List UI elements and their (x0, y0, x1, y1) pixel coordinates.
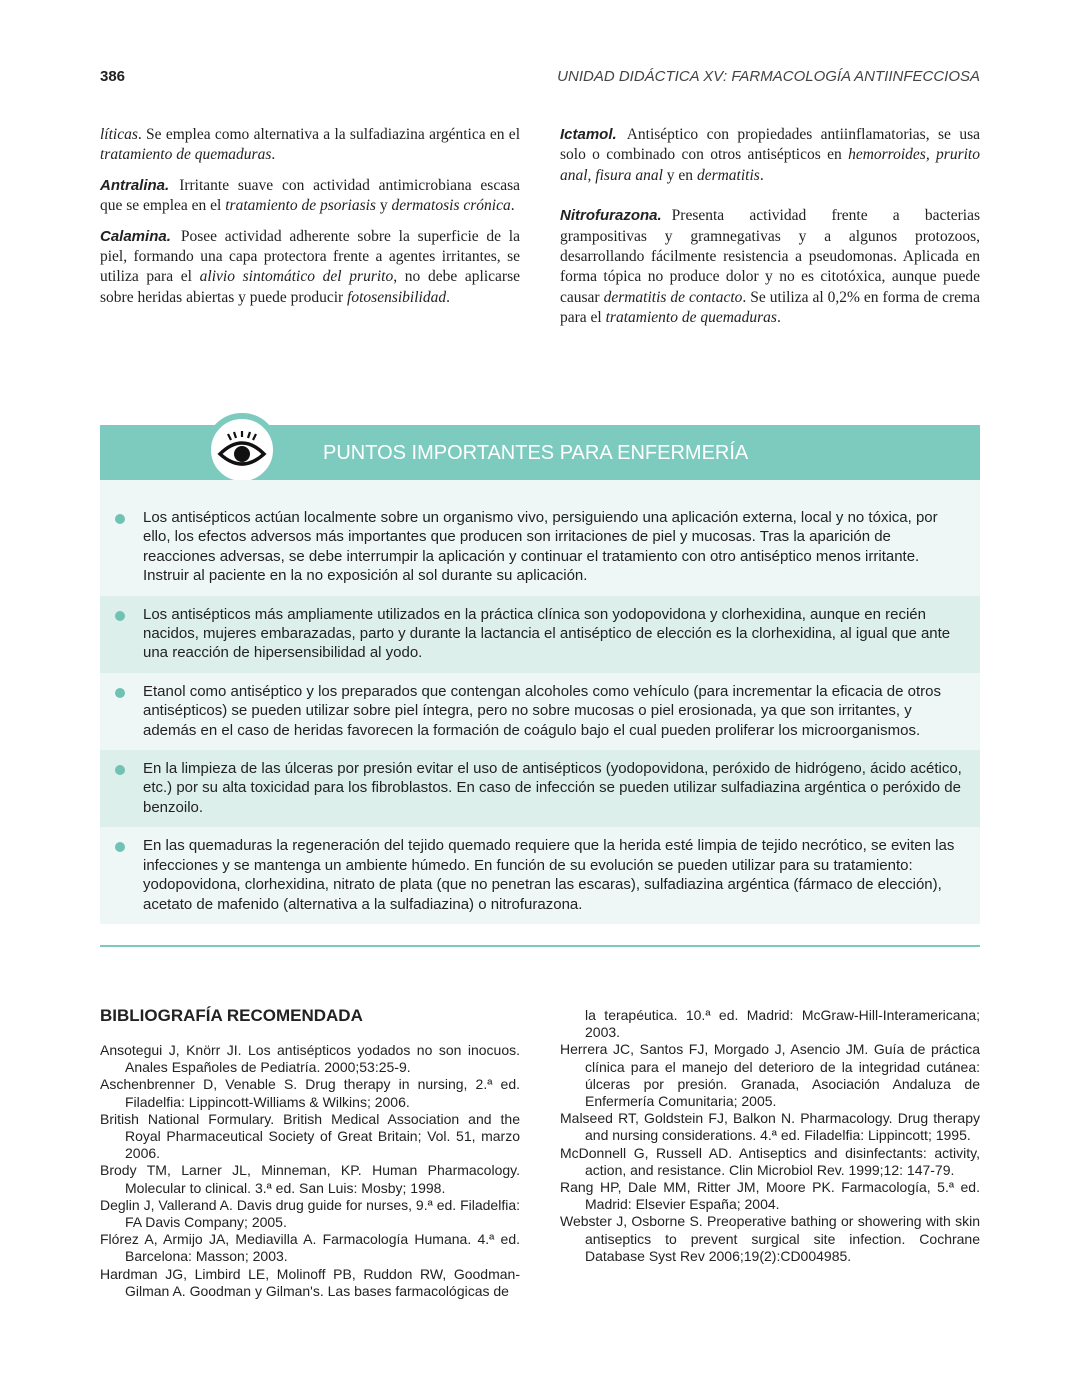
reference-entry: Malseed RT, Goldstein FJ, Balkon N. Pharmacology. Drug therapy and nursing considerations. 4.ª ed. Filadelfia: Lippincott; 1995. (560, 1110, 980, 1144)
key-points-list (100, 480, 980, 924)
reference-entry: Ansotegui J, Knörr JI. Los antisépticos yodados no son inocuos. Anales Españoles de Pediatría. 2000;53:25-9. (100, 1042, 520, 1076)
italic-text: fotosensibilidad (347, 288, 447, 306)
paragraph-term: Ictamol. (560, 126, 617, 143)
italic-text: hemorroides, prurito anal, fisura anal (560, 146, 980, 184)
italic-text: dermatosis crónica (391, 197, 511, 215)
bibliography-right-column (560, 1007, 980, 1265)
bullet-icon (115, 842, 125, 852)
italic-text: tratamiento de psoriasis (225, 197, 376, 215)
bullet-icon (115, 611, 125, 621)
key-point-item (100, 480, 980, 596)
reference-entry: Brody TM, Larner JL, Minneman, KP. Human Pharmacology. Molecular to clinical. 3.ª ed. San Luis: Mosby; 1998. (100, 1162, 520, 1196)
eye-icon (217, 430, 267, 470)
paragraph (560, 125, 980, 186)
key-point-text: En la limpieza de las úlceras por presión evitar el uso de antisépticos (yodopovidona, peróxido de hidrógeno, ácido acético, etc.) por su alta toxicidad para los fibroblastos. En caso de infección se pueden utilizar sulfadiazina argéntica o peróxido de benzoilo. (143, 760, 962, 816)
key-point-text: Etanol como antiséptico y los preparados que contengan alcoholes como vehículo (para incrementar la eficacia de otros antisépticos) se pueden utilizar sobre piel íntegra, pero no sobre mucosas o piel erosionada, ya que son irritantes, y además en el caso de heridas favorecen la formación de coágulo bajo el cual pueden proliferar los microorganismos. (143, 682, 941, 739)
text-segment: . (271, 146, 276, 164)
key-point-item (100, 750, 980, 827)
text-segment: . (510, 197, 515, 215)
text-segment: . (446, 288, 450, 306)
left-text-column (100, 125, 520, 318)
paragraph (100, 227, 520, 309)
nursing-key-points-box (100, 425, 980, 947)
key-point-item (100, 596, 980, 673)
text-segment: Presenta actividad frente a bacterias grampositivas y gramnegativas y a algunos protozoos, desarrollando fácilmente resistencia a pseudomonas. Aplicada en forma tópica no produce dolor y no es citotóxica, aunque puede causar (560, 207, 980, 306)
text-segment: . Se utiliza al 0,2% en forma de crema para el (560, 288, 980, 327)
reference-entry: British National Formulary. British Medical Association and the Royal Pharmaceutical Society of Great Britain; Vol. 51, marzo 2006. (100, 1110, 520, 1162)
key-point-text: En las quemaduras la regeneración del tejido quemado requiere que la herida esté limpia de tejido necrótico, se eviten las infecciones y se mantenga un ambiente húmedo. En función de su evolución se pueden utilizar para su tratamiento: yodopovidona, clorhexidina, nitrato de plata (que no penetran las escaras), sulfadiazina argéntica (fármaco de elección), acetato de mafenido (alternativa a la sulfadiazina) o nitrofurazona. (143, 837, 955, 913)
text-segment: Posee actividad adherente sobre la superficie de la piel, formando una capa protectora frente a agentes irritantes, se utiliza para el (100, 227, 520, 286)
italic-text: líticas (100, 126, 138, 143)
text-segment: y en (662, 166, 697, 184)
reference-entry: Aschenbrenner D, Venable S. Drug therapy in nursing, 2.ª ed. Filadelfia: Lippincott-Williams & Wilkins; 2006. (100, 1076, 520, 1110)
bibliography-left-column (100, 1042, 520, 1300)
bullet-icon (115, 514, 125, 524)
text-segment: y (375, 197, 392, 215)
key-point-item (100, 673, 980, 750)
key-point-text: Los antisépticos actúan localmente sobre un organismo vivo, persiguiendo una aplicación externa, local y no tóxica, por ello, los efectos adversos más importantes que producen son irritaciones de piel y mucosas. Tras la aparición de reacciones adversas, se debe interrumpir la aplicación y continuar el tratamiento con otro antiséptico menos irritante. Instruir al paciente en la no exposición al sol durante su aplicación. (143, 509, 938, 585)
italic-text: tratamiento de quemaduras (100, 146, 272, 164)
reference-entry: Deglin J, Vallerand A. Davis drug guide for nurses, 9.ª ed. Filadelfia: FA Davis Company; 2005. (100, 1196, 520, 1231)
italic-text: alivio sintomático del prurito (199, 268, 394, 286)
paragraph (100, 176, 520, 217)
running-head: UNIDAD DIDÁCTICA XV: FARMACOLOGÍA ANTIINFECCIOSA (557, 68, 980, 85)
italic-text: dermatitis (696, 166, 760, 184)
page-number: 386 (100, 68, 126, 85)
text-segment: . Se emplea como alternativa a la sulfadiazina argéntica en el (137, 126, 520, 143)
reference-entry: Webster J, Osborne S. Preoperative bathing or showering with skin antiseptics to prevent surgical site infection. Cochrane Database Syst Rev 2006;19(2):CD004985. (560, 1213, 980, 1264)
reference-entry: McDonnell G, Russell AD. Antiseptics and disinfectants: activity, action, and resistance. Clin Microbiol Rev. 1999;12: 147-79. (560, 1144, 980, 1178)
text-segment: , no debe aplicarse sobre heridas abiertas y puede producir (100, 268, 520, 306)
bibliography-continuation: la terapéutica. 10.ª ed. Madrid: McGraw-Hill-Interamericana; 2003. (585, 1007, 980, 1041)
paragraph-term: Antralina. (100, 176, 170, 194)
text-segment: Antiséptico con propiedades antiinflamatorias, se usa solo o combinado con otros antisépticos en (560, 126, 980, 164)
bibliography-heading: BIBLIOGRAFÍA RECOMENDADA (100, 1006, 363, 1025)
reference-entry: Hardman JG, Limbird LE, Molinoff PB, Ruddon RW, Goodman-Gilman A. Goodman y Gilman's. Las bases farmacológicas de (100, 1265, 520, 1299)
reference-entry: Flórez A, Armijo JA, Mediavilla A. Farmacología Humana. 4.ª ed. Barcelona: Masson; 2003. (100, 1231, 520, 1265)
right-text-column (560, 125, 980, 339)
text-segment: . (759, 166, 764, 184)
text-segment: . (776, 309, 781, 327)
paragraph-term: Calamina. (100, 227, 171, 245)
key-point-item (100, 827, 980, 924)
paragraph-term: Nitrofurazona. (560, 207, 662, 225)
paragraph (100, 125, 520, 166)
key-point-text: Los antisépticos más ampliamente utilizados en la práctica clínica son yodopovidona y clorhexidina, aunque en recién nacidos, mujeres embarazadas, parto y durante la lactancia el antiséptico de elección es la clorhexidina, al igual que ante una reacción de hipersensibilidad al yodo. (143, 605, 951, 662)
reference-entry: Herrera JC, Santos FJ, Morgado J, Asencio JM. Guía de práctica clínica para el manejo del deterioro de la integridad cutánea: úlceras por presión. Granada, Asociación Andaluza de Enfermería Comunitaria; 2005. (560, 1041, 980, 1110)
italic-text: dermatitis de contacto (603, 288, 743, 306)
eye-icon-badge (205, 413, 279, 487)
italic-text: tratamiento de quemaduras (605, 309, 777, 327)
text-segment: Irritante suave con actividad antimicrobiana escasa que se emplea en el (100, 176, 520, 215)
box-title: PUNTOS IMPORTANTES PARA ENFERMERÍA (323, 442, 749, 464)
paragraph (560, 206, 980, 328)
bullet-icon (115, 688, 125, 698)
bullet-icon (115, 765, 125, 775)
reference-entry: Rang HP, Dale MM, Ritter JM, Moore PK. Farmacología, 5.ª ed. Madrid: Elsevier España; 2004. (560, 1179, 980, 1213)
